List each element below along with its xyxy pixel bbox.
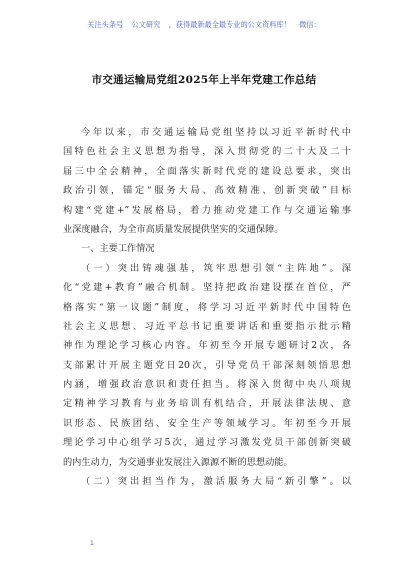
text-line: 神作为理论学习核心内容。年初至今开展专题研讨2次，各 [63,340,351,352]
watermark-header [0,20,408,30]
text-line: 国特色社会主义思想为指导，深入贯彻党的二十大及二十 [63,146,351,158]
text-line: 业深度融合，为全市高质量发展提供坚实的交通保障。 [63,223,284,235]
text-line: 一、主要工作情况 [81,243,155,255]
text-line: 化“党建+教育”融合机制。坚持把政治建设摆在首位，严 [63,282,351,294]
header-item: 微信： [299,20,321,29]
document-body [63,123,351,491]
text-line: 政治引领，锚定“服务大局、高效精准、创新突破”目标 [63,185,351,197]
text-line: （一）突出铸魂强基，筑牢思想引领“主阵地”。深 [81,262,351,274]
text-line: （二）突出担当作为，激活服务大局“新引擎”。以 [81,476,351,488]
text-line: 格落实“第一议题”制度，将学习习近平新时代中国特色 [63,301,351,313]
text-line: 届三中全会精神，全面落实新时代党的建设总要求，突出 [63,165,351,177]
text-line: 理论学习中心组学习5次，通过学习激发党员干部创新突破 [63,437,351,449]
document-title: 市交通运输局党组2025年上半年党建工作总结 [91,74,317,86]
text-line: 识形态、民族团结、安全生产等领域学习。年初至今开展 [63,417,351,429]
text-line: 定精神学习教育与业务培训有机结合，开展法律法规、意 [63,398,351,410]
text-line: 今年以来，市交通运输局党组坚持以习近平新时代中 [81,127,351,138]
text-line: 的内生动力，为交通事业发展注入源源不断的思想动能。 [63,456,293,468]
text-line: 内涵，增强政治意识和责任担当。将深入贯彻中央八项规 [63,379,351,391]
header-item: ，获得最新最全最专业的公文资料库！ [168,20,291,29]
header-item: 公文研究 [131,20,161,29]
text-line: 社会主义思想、习近平总书记重要讲话和重要指示批示精 [63,320,351,332]
page-number: 1 [90,540,94,547]
text-line: 构建“党建+”发展格局，着力推动党建工作与交通运输事 [63,204,351,216]
text-line: 支部累计开展主题党日20次，引导党员干部深刻领悟思想 [63,359,351,371]
header-item: 关注头条号 [87,20,124,29]
